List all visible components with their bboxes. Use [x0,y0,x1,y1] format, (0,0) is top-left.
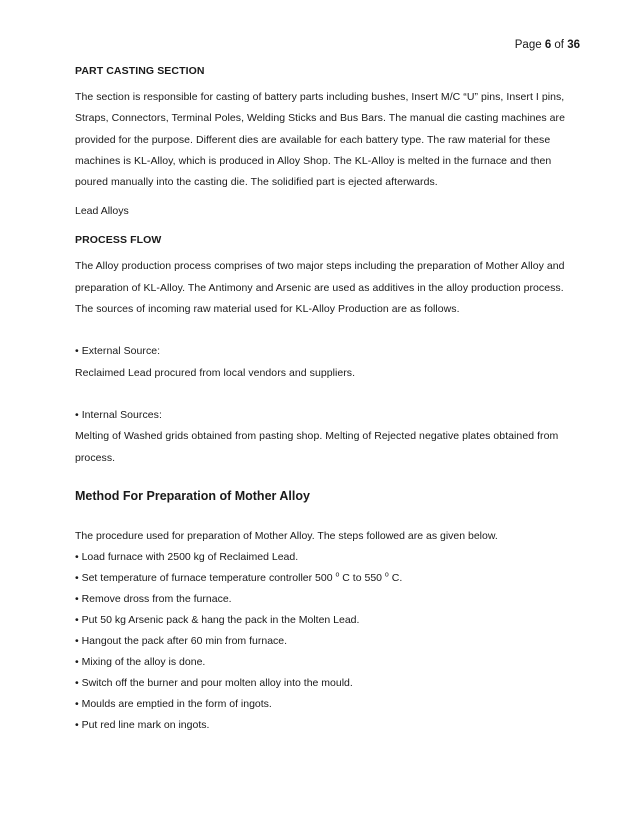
step-item: • Put red line mark on ingots. [75,718,210,731]
internal-sources-text: Melting of Washed grids obtained from pasting shop. Melting of Rejected negative plates obtained from process. [75,430,559,464]
part-casting-paragraph: The section is responsible for casting of battery parts including bushes, Insert M/C “U” pins, Insert I pins, Straps, Connectors, Terminal Poles, Welding Sticks and Bus Bars. The manual die casting machines are provided for the purpose. Different dies are available for each battery type. The raw material for these machines is KL-Alloy, which is produced in Alloy Shop. The KL-Alloy is melted in the furnace and then poured manually into the casting die. The solidified part is ejected afterwards. [75,91,565,189]
step-item: • Hangout the pack after 60 min from furnace. [75,634,288,647]
page-current: 6 [544,39,552,51]
process-flow-heading: PROCESS FLOW [75,234,162,247]
temp-mid: C to 550 [339,571,385,584]
page-content [75,64,575,736]
internal-sources-label: • Internal Sources: [75,408,162,421]
page-total: 36 [567,39,580,51]
temp-prefix: • Set temperature of furnace temperature controller 500 [75,571,336,584]
lead-alloys-label: Lead Alloys [75,205,129,218]
step-item: • Load furnace with 2500 kg of Reclaimed Lead. [75,550,299,563]
part-casting-heading: PART CASTING SECTION [75,65,205,77]
step-item: • Remove dross from the furnace. [75,592,232,605]
step-item: • Switch off the burner and pour molten alloy into the mould. [75,676,353,689]
step-item: • Put 50 kg Arsenic pack & hang the pack in the Molten Lead. [75,613,360,626]
step-item: • Moulds are emptied in the form of ingots. [75,697,272,710]
temp-suffix: C. [388,571,403,584]
degree-mark: o [335,571,340,579]
external-source-text: Reclaimed Lead procured from local vendors and suppliers. [75,366,356,379]
page-prefix: Page [514,39,545,51]
mother-alloy-title: Method For Preparation of Mother Alloy [75,488,310,503]
page-of: of [551,39,568,51]
step-item-temperature [75,568,575,589]
external-source-label: • External Source: [75,345,161,358]
mother-alloy-intro: The procedure used for preparation of Mother Alloy. The steps followed are as given below. [75,529,498,542]
degree-mark: o [384,571,389,579]
page-number [515,38,580,52]
process-flow-paragraph: The Alloy production process comprises of two major steps including the preparation of Mother Alloy and preparation of KL-Alloy. The Antimony and Arsenic are used as additives in the alloy production process. The sources of incoming raw material used for KL-Alloy Production are as follows. [75,260,565,316]
step-item: • Mixing of the alloy is done. [75,655,206,668]
